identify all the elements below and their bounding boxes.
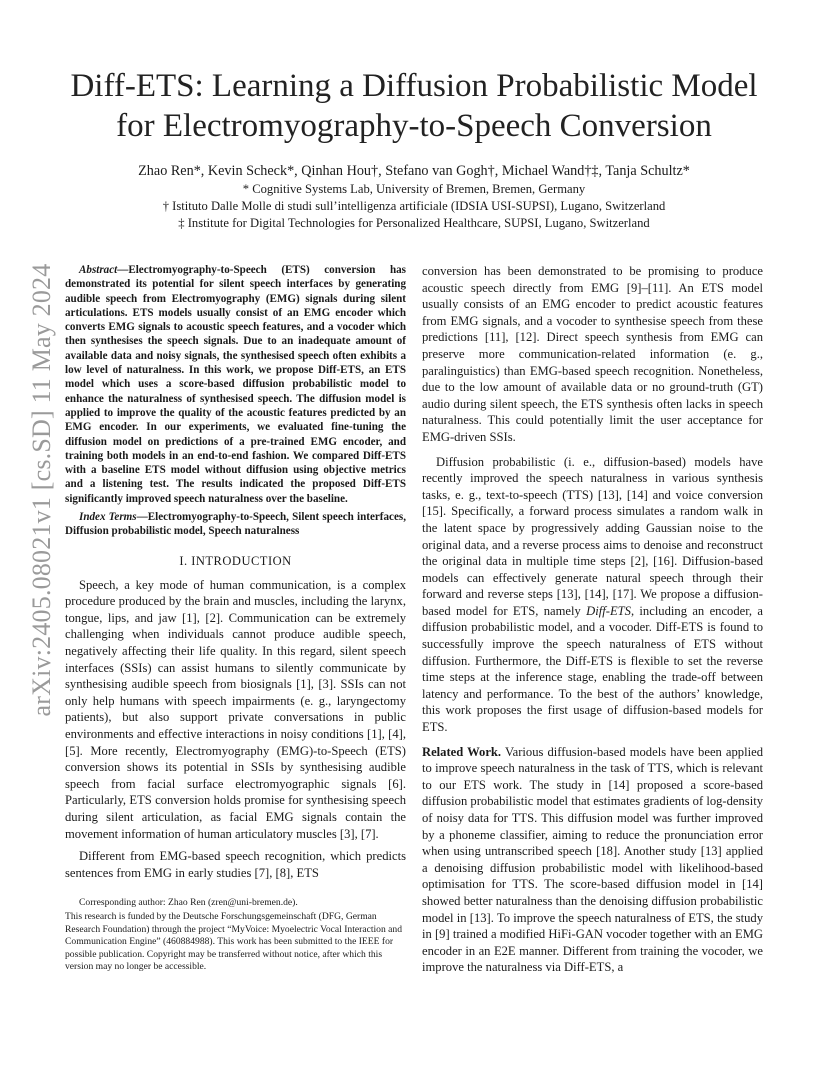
related-work-label: Related Work. xyxy=(422,744,502,759)
title-line-2: for Electromyography-to-Speech Conversion xyxy=(116,108,712,144)
index-terms-text: —Electromyography-to-Speech, Silent speech interfaces, Diffusion probabilistic model, Speech naturalness xyxy=(65,511,406,538)
index-terms-label: Index Terms xyxy=(79,511,137,524)
arxiv-watermark xyxy=(22,263,62,717)
abstract-text: —Electromyography-to-Speech (ETS) conversion has demonstrated its potential for silent speech interfaces by generating audible speech from Electromyography (EMG) signals during silent articulations. ETS models usually consist of an EMG encoder which converts EMG signals to acoustic speech features, and a vocoder which then synthesises the speech signals. Due to an inadequate amount of available data and noisy signals, the synthesised speech often exhibits a low level of naturalness. In this work, we propose Diff-ETS, an ETS model which uses a score-based diffusion probabilistic model to enhance the naturalness of synthesised speech. The diffusion model is applied to improve the quality of the acoustic features predicted by an EMG encoder. In our experiments, we evaluated fine-tuning the diffusion model on predictions of a pre-trained EMG encoder, and training both models in an end-to-end fashion. We compared Diff-ETS with a baseline ETS model without diffusion using objective metrics and a listening test. The results indicated the proposed Diff-ETS significantly improved speech naturalness over the baseline. xyxy=(65,264,406,505)
abstract-label: Abstract xyxy=(79,264,118,276)
right-column xyxy=(422,263,763,984)
right-paragraph-2-a: Diffusion probabilistic (i. e., diffusion-based) models have recently improved the speech naturalness in various synthesis tasks, e. g., text-to-speech (TTS) [13], [14] and voice conversion [15]. Specifically, a forward process simulates a random walk in the latent space by progressively adding Gaussian noise to the original data, and a reverse process aims to denoise and reconstruct the original data in multiple time steps [2], [16]. Diffusion-based models can effectively generate natural speech through their forward and reverse steps [13], [14], [17]. We propose a diffusion-based model for ETS, namely xyxy=(422,454,763,618)
affiliation-3: ‡ Institute for Digital Technologies for Personalized Healthcare, SUPSI, Lugano, Switzerland xyxy=(178,216,650,230)
title-line-1: Diff-ETS: Learning a Diffusion Probabilistic Model xyxy=(70,68,758,104)
arxiv-id: arXiv:2405.08021v1 [cs.SD] 11 May 2024 xyxy=(27,263,56,717)
related-work-text: Various diffusion-based models have been applied to improve speech naturalness in the task of TTS, which is relevant to our ETS work. The study in [14] proposed a score-based diffusion probabilistic model that estimates gradients of log-density of noisy data for TTS. This diffusion model was further improved by a phoneme classifier, aiming to reduce the pronunciation error when using untranscribed speech [18]. Another study [13] applied a denoising diffusion probabilistic model with likelihood-based optimisation for TTS. The score-based diffusion model in [14] showed better naturalness than the denoising diffusion probabilistic model in [13]. To improve the speech naturalness of ETS, the study in [9] trained a modified HiFi-GAN vocoder together with an EMG encoder in an E2E manner. Different from training the vocoder, we improve the naturalness via Diff-ETS, a xyxy=(422,744,763,975)
index-terms xyxy=(65,510,406,539)
affiliation-2: † Istituto Dalle Molle di studi sull’intelligenza artificiale (IDSIA USI-SUPSI), Lugano, Switzerland xyxy=(162,199,666,213)
abstract xyxy=(65,263,406,506)
footnote-corresponding-author: Corresponding author: Zhao Ren (zren@uni-bremen.de). xyxy=(79,897,298,908)
footnote-funding: This research is funded by the Deutsche Forschungsgemeinschaft (DFG, German Research Foundation) through the project “MyVoice: Myoelectric Vocal Interaction and Communication Engine” (460884988). This work has been submitted to the IEEE for possible publication. Copyright may be transferred without notice, after which this version may no longer be accessible. xyxy=(65,911,403,973)
related-work-paragraph xyxy=(422,744,763,976)
intro-paragraph-2: Different from EMG-based speech recognition, which predicts sentences from EMG in early studies [7], [8], ETS xyxy=(65,849,406,880)
model-name-italic: Diff-ETS xyxy=(586,603,631,618)
paper-title xyxy=(40,66,788,146)
right-paragraph-2 xyxy=(422,454,763,736)
intro-paragraph-1: Speech, a key mode of human communication, is a complex procedure produced by the brain and muscles, including the larynx, tongue, lips, and jaw [1], [2]. Communication can be extremely challenging when individuals cannot produce audible speech, negatively affecting their life quality. In this regard, silent speech interfaces (SSIs) can assist humans to silently communicate by synthesising audible speech from biosignals [1], [3]. SSIs can not only help humans with speech impairments (e. g., laryngectomy patients), but also support private conversations in public environments and effective interactions in noisy conditions [1], [4], [5]. More recently, Electromyography (EMG)-to-Speech (ETS) conversion shows its potential in SSIs by synthesising audible speech from facial surface electromyographic signals [6]. Particularly, ETS conversion holds promise for synthesising speech during silent articulation, as facial EMG signals contain the movement information of human articulatory muscles [3], [7]. xyxy=(65,577,406,841)
affiliation-1: * Cognitive Systems Lab, University of Bremen, Bremen, Germany xyxy=(242,182,586,196)
author-list: Zhao Ren*, Kevin Scheck*, Qinhan Hou†, Stefano van Gogh†, Michael Wand†‡, Tanja Schultz* xyxy=(138,163,690,179)
right-paragraph-2-b: , including an encoder, a diffusion probabilistic model, and a vocoder. Diff-ETS is found to successfully improve the speech naturalness of ETS without diffusion. Furthermore, the Diff-ETS is flexible to set the reverse time steps at the inference stage, enabling the trade-off between latency and performance. To the best of the authors’ knowledge, this work proposes the first usage of diffusion-based models for ETS. xyxy=(422,603,763,735)
section-heading-introduction: I. INTRODUCTION xyxy=(179,553,292,568)
right-paragraph-1: conversion has been demonstrated to be promising to produce acoustic speech directly from EMG [9]–[11]. An ETS model usually consists of an EMG encoder to predict acoustic features from EMG signals, and a vocoder to synthesise speech from these predictions [11], [12]. Direct speech synthesis from EMG can preserve more communication-related information (e. g., paralinguistics) than EMG-based speech recognition. Nonetheless, due to the low amount of available data or no ground-truth (GT) audio during silent speech, the ETS synthesis often lacks in speech naturalness. This could potentially limit the user acceptance for EMG-driven SSIs. xyxy=(422,264,763,444)
left-column xyxy=(65,263,406,887)
footnotes xyxy=(65,897,406,973)
